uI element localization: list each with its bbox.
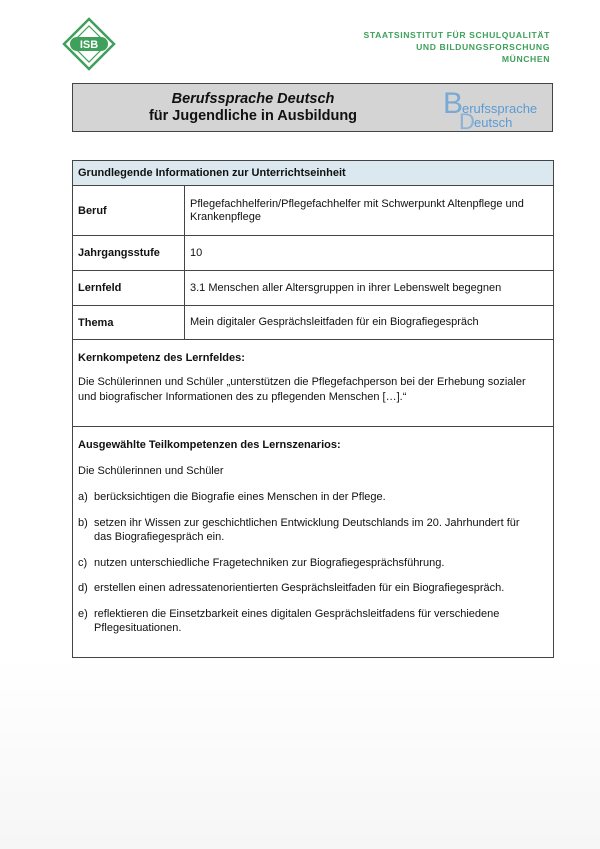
banner-title-line-1: Berufssprache Deutsch [171, 91, 335, 107]
isb-logo-text: ISB [79, 39, 99, 51]
list-item [78, 581, 548, 596]
isb-logo [62, 17, 116, 71]
institute-name [290, 29, 550, 65]
row-value: Pflegefachhelferin/Pflegefachhelfer mit Schwerpunkt Altenpflege und Krankenpflege [190, 197, 524, 223]
list-item-letter: a) [78, 491, 88, 503]
list-item-text: erstellen einen adressatenorientierten Gesprächsleitfaden für ein Biografiegespräch. [94, 582, 505, 594]
row-value: Mein digitaler Gesprächsleitfaden für ein Biografiegespräch [190, 316, 479, 328]
banner-title-line-2: für Jugendliche in Ausbildung [148, 108, 358, 124]
info-table [72, 160, 554, 658]
row-key: Beruf [73, 186, 185, 235]
list-item-letter: d) [78, 582, 88, 594]
title-banner [72, 83, 553, 132]
berufssprache-deutsch-logo [441, 86, 549, 130]
svg-text:D: D [459, 109, 475, 130]
table-row-beruf [73, 186, 553, 236]
institute-line-3: MÜNCHEN [501, 54, 550, 64]
teilkompetenzen-intro: Die Schülerinnen und Schüler [78, 465, 224, 477]
page-background [0, 655, 600, 849]
svg-text:eutsch: eutsch [474, 115, 513, 130]
list-item [78, 607, 548, 636]
kernkompetenz-section [73, 340, 553, 427]
svg-text:B: B [443, 87, 464, 120]
row-key: Thema [73, 306, 185, 339]
list-item-text: reflektieren die Einsetzbarkeit eines digitalen Gesprächsleitfadens für verschiedene Pflegesituationen. [94, 607, 500, 634]
list-item-text: nutzen unterschiedliche Fragetechniken zur Biografiegesprächsführung. [94, 556, 445, 569]
list-item [78, 516, 548, 545]
list-item-letter: b) [78, 516, 88, 529]
kernkompetenz-heading: Kernkompetenz des Lernfeldes: [78, 352, 245, 364]
list-item [78, 556, 548, 571]
teilkompetenzen-section [73, 427, 553, 657]
table-row-jahrgangsstufe [73, 236, 553, 271]
list-item [78, 490, 548, 505]
institute-line-1: STAATSINSTITUT FÜR SCHULQUALITÄT [363, 30, 550, 40]
row-key: Jahrgangsstufe [73, 236, 185, 270]
row-key: Lernfeld [73, 271, 185, 305]
list-item-text: berücksichtigen die Biografie eines Menschen in der Pflege. [94, 491, 386, 503]
table-row-thema [73, 306, 553, 340]
list-item-letter: e) [78, 607, 88, 620]
table-heading: Grundlegende Informationen zur Unterrichtseinheit [73, 161, 553, 186]
row-value: 10 [190, 246, 203, 259]
teilkompetenzen-heading: Ausgewählte Teilkompetenzen des Lernszenarios: [78, 439, 341, 451]
table-row-lernfeld [73, 271, 553, 306]
svg-text:erufssprache: erufssprache [462, 101, 538, 116]
kernkompetenz-text: Die Schülerinnen und Schüler „unterstützen die Pflegefachperson bei der Erhebung sozialer und biografischer Informationen des zu pflegenden Menschen […].“ [78, 376, 526, 403]
list-item-text: setzen ihr Wissen zur geschichtlichen Entwicklung Deutschlands im 20. Jahrhundert für das Biografiegespräch ein. [94, 516, 520, 543]
list-item-letter: c) [78, 556, 88, 569]
row-value: 3.1 Menschen aller Altersgruppen in ihrer Lebenswelt begegnen [190, 281, 502, 294]
institute-line-2: UND BILDUNGSFORSCHUNG [416, 42, 550, 52]
banner-title [113, 91, 393, 125]
